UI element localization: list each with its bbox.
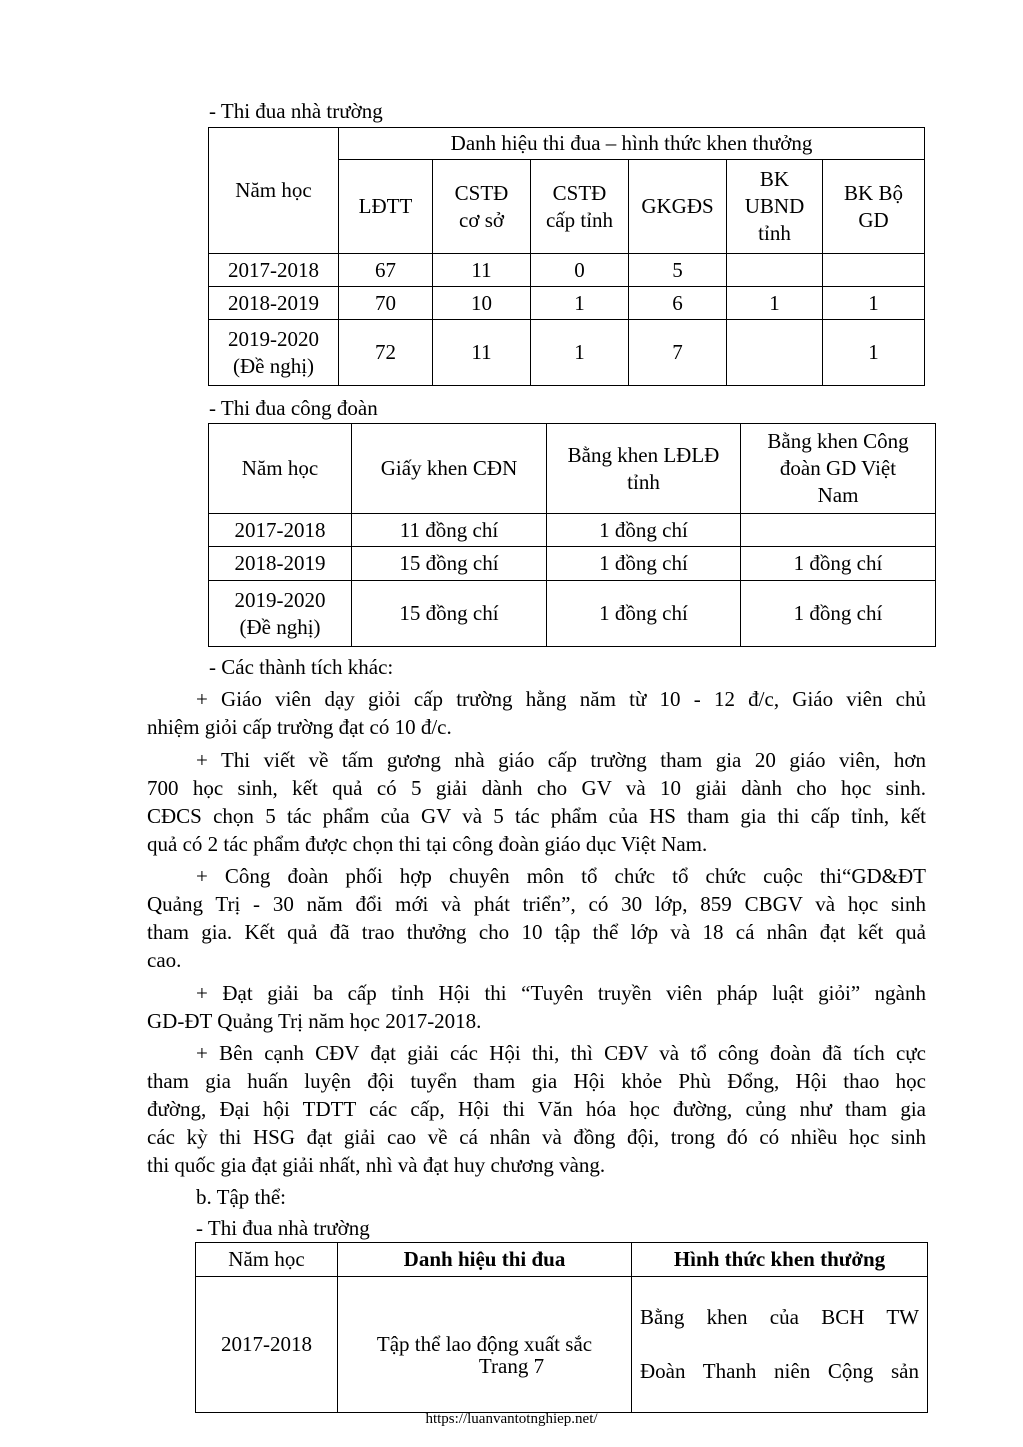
text-line: GD-ĐT Quảng Trị năm học 2017-2018.: [147, 1009, 482, 1033]
cell: 15 đồng chí: [352, 581, 547, 647]
cell: [741, 514, 936, 547]
cell: 1 đồng chí: [547, 581, 741, 647]
cell: 5: [629, 254, 727, 287]
cell-year: 2018-2019: [209, 287, 339, 320]
cell: 11: [433, 254, 531, 287]
col-header: Bằng khen Công đoàn GD Việt Nam: [741, 424, 936, 514]
text-line: + Thi viết về tấm gương nhà giáo cấp trường tham gia 20 giáo viên, hơn: [196, 748, 926, 772]
cell: 70: [339, 287, 433, 320]
cell: [727, 320, 823, 386]
col-header: BK UBND tỉnh: [727, 160, 823, 254]
cell: 10: [433, 287, 531, 320]
union-emulation-table: [208, 423, 936, 647]
text-line: + Giáo viên dạy giỏi cấp trường hằng năm từ 10 - 12 đ/c, Giáo viên chủ: [196, 687, 926, 711]
col-header: Giấy khen CĐN: [352, 424, 547, 514]
col-header: Hình thức khen thưởng: [632, 1243, 928, 1277]
table-row: [209, 320, 925, 386]
cell: 7: [629, 320, 727, 386]
cell: 1 đồng chí: [741, 581, 936, 647]
source-url: https://luanvantotnghiep.net/: [425, 1411, 598, 1427]
cell: 1 đồng chí: [741, 547, 936, 581]
cell-year: 2017-2018: [209, 514, 352, 547]
cell: 67: [339, 254, 433, 287]
cell: 1: [531, 320, 629, 386]
cell: 1: [727, 287, 823, 320]
cell-year: 2017-2018: [196, 1277, 338, 1413]
cell: 1: [823, 287, 925, 320]
cell-year: 2017-2018: [209, 254, 339, 287]
cell: 11: [433, 320, 531, 386]
text-line: tham gia. Kết quả đã trao thưởng cho 10 tập thể lớp và 18 cá nhân đạt kết quả: [147, 920, 926, 944]
col-header: GKGĐS: [629, 160, 727, 254]
cell: [823, 254, 925, 287]
col-header: LĐTT: [339, 160, 433, 254]
group-header: Danh hiệu thi đua – hình thức khen thưởng: [339, 128, 925, 160]
text-line: + Đạt giải ba cấp tỉnh Hội thi “Tuyên truyền viên pháp luật giỏi” ngành: [196, 981, 926, 1005]
cell: [632, 1277, 928, 1413]
cell-year: 2019-2020 (Đề nghị): [209, 320, 339, 386]
table-row: [209, 287, 925, 320]
section-heading-school: - Thi đua nhà trường: [209, 99, 383, 123]
text-line: đường, Đại hội TDTT các cấp, Hội thi Văn hóa học đường, củng như tham gia: [147, 1097, 926, 1121]
text-line: tham gia huấn luyện đội tuyển tham gia Hội khỏe Phù Đổng, Hội thao học: [147, 1069, 926, 1093]
table-row: [209, 514, 936, 547]
cell: 1 đồng chí: [547, 514, 741, 547]
col-header: Năm học: [196, 1243, 338, 1277]
text-line: + Bên cạnh CĐV đạt giải các Hội thi, thì CĐV và tổ công đoàn đã tích cực: [196, 1041, 926, 1065]
table-row: [209, 424, 936, 514]
table-row: [196, 1243, 928, 1277]
col-header: CSTĐ cơ sở: [433, 160, 531, 254]
text-line: các kỳ thi HSG đạt giải cao về cá nhân và đồng đội, trong đó có nhiều học sinh: [147, 1125, 926, 1149]
text-line: CĐCS chọn 5 tác phẩm của GV và 5 tác phẩm của HS tham gia thi cấp tỉnh, kết: [147, 804, 926, 828]
table-row: [209, 254, 925, 287]
text-line: cao.: [147, 948, 182, 972]
cell: 1: [823, 320, 925, 386]
section-heading-collective: b. Tập thể:: [196, 1185, 287, 1209]
table-row: [209, 581, 936, 647]
cell: 15 đồng chí: [352, 547, 547, 581]
collective-emulation-table: [195, 1242, 928, 1413]
cell-year: 2018-2019: [209, 547, 352, 581]
text-line: quả có 2 tác phẩm được chọn thi tại công đoàn giáo dục Việt Nam.: [147, 832, 708, 856]
cell-year: 2019-2020 (Đề nghị): [209, 581, 352, 647]
table-row: [196, 1277, 928, 1413]
page-number: Trang 7: [478, 1354, 545, 1378]
section-heading-other: - Các thành tích khác:: [209, 655, 394, 679]
col-header: CSTĐ cấp tỉnh: [531, 160, 629, 254]
cell: 72: [339, 320, 433, 386]
text-line: + Công đoàn phối hợp chuyên môn tổ chức tổ chức cuộc thi“GD&ĐT: [196, 864, 926, 888]
cell: 1: [531, 287, 629, 320]
text-line: thi quốc gia đạt giải nhất, nhì và đạt huy chương vàng.: [147, 1153, 606, 1177]
table-row: [209, 547, 936, 581]
cell: Tập thể lao động xuất sắc: [338, 1277, 632, 1413]
cell: 11 đồng chí: [352, 514, 547, 547]
col-header: Bằng khen LĐLĐ tỉnh: [547, 424, 741, 514]
cell: 6: [629, 287, 727, 320]
text-line: 700 học sinh, kết quả có 5 giải dành cho GV và 10 giải dành cho học sinh.: [147, 776, 926, 800]
col-header: BK Bộ GD: [823, 160, 925, 254]
col-header: Danh hiệu thi đua: [338, 1243, 632, 1277]
award-line: Bằng khen của BCH TW: [640, 1305, 919, 1329]
cell: [727, 254, 823, 287]
section-heading-union: - Thi đua công đoàn: [209, 396, 378, 420]
cell: 0: [531, 254, 629, 287]
text-line: Quảng Trị - 30 năm đổi mới và phát triển”, có 30 lớp, 859 CBGV và học sinh: [147, 892, 926, 916]
cell: 1 đồng chí: [547, 547, 741, 581]
award-line: Đoàn Thanh niên Cộng sản: [640, 1359, 919, 1383]
col-year-header: Năm học: [209, 128, 339, 254]
col-header: Năm học: [209, 424, 352, 514]
section-heading-school-2: - Thi đua nhà trường: [196, 1216, 370, 1240]
text-line: nhiệm giỏi cấp trường đạt có 10 đ/c.: [147, 715, 452, 739]
school-emulation-table: [208, 127, 925, 386]
